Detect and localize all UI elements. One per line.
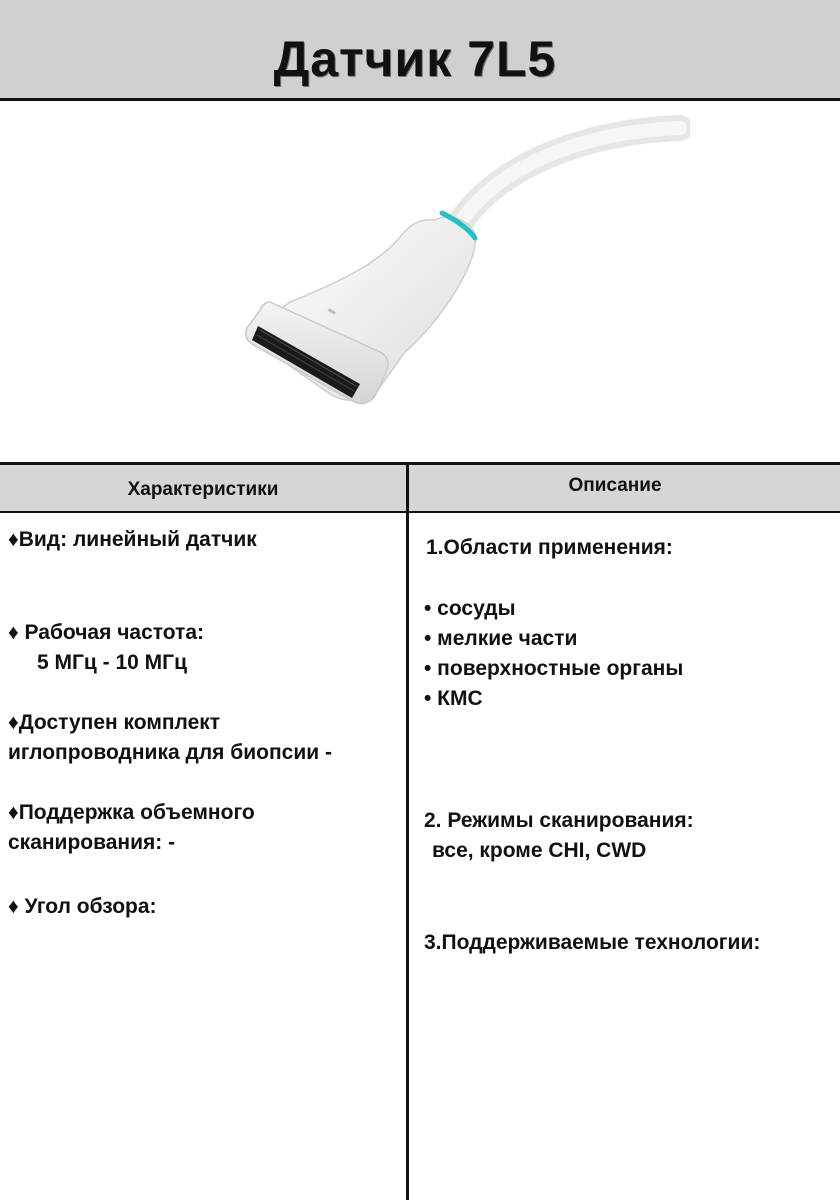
table-header [0, 462, 840, 513]
technologies-heading: 3.Поддерживаемые технологии: [424, 931, 761, 954]
applications-list [424, 594, 683, 714]
probe-image-icon [230, 112, 690, 442]
biopsy-line2: иглопроводника для биопсии - [8, 741, 332, 764]
volume-line2: сканирования: - [8, 831, 176, 854]
scan-modes-value: все, кроме CHI, CWD [432, 839, 647, 862]
list-item: • КМС [424, 687, 483, 710]
frequency-label: ♦ Рабочая частота: [8, 621, 205, 644]
header-bar [0, 0, 840, 101]
list-item: • поверхностные органы [424, 657, 684, 680]
page-title: Датчик 7L5 [273, 31, 557, 87]
biopsy-line1: ♦Доступен комплект [8, 711, 221, 734]
applications-heading: 1.Области применения: [426, 536, 673, 559]
probe-type: ♦Вид: линейный датчик [8, 528, 257, 551]
frequency-value: 5 МГц - 10 МГц [37, 651, 187, 674]
volume-line1: ♦Поддержка объемного [8, 801, 255, 824]
view-angle: ♦ Угол обзора: [8, 895, 157, 918]
column-header-characteristics: Характеристики [127, 479, 279, 500]
scan-modes-heading: 2. Режимы сканирования: [424, 809, 694, 832]
column-divider [406, 462, 409, 1200]
list-item: • сосуды [424, 597, 516, 620]
list-item: • мелкие части [424, 627, 578, 650]
column-header-description: Описание [568, 475, 662, 496]
